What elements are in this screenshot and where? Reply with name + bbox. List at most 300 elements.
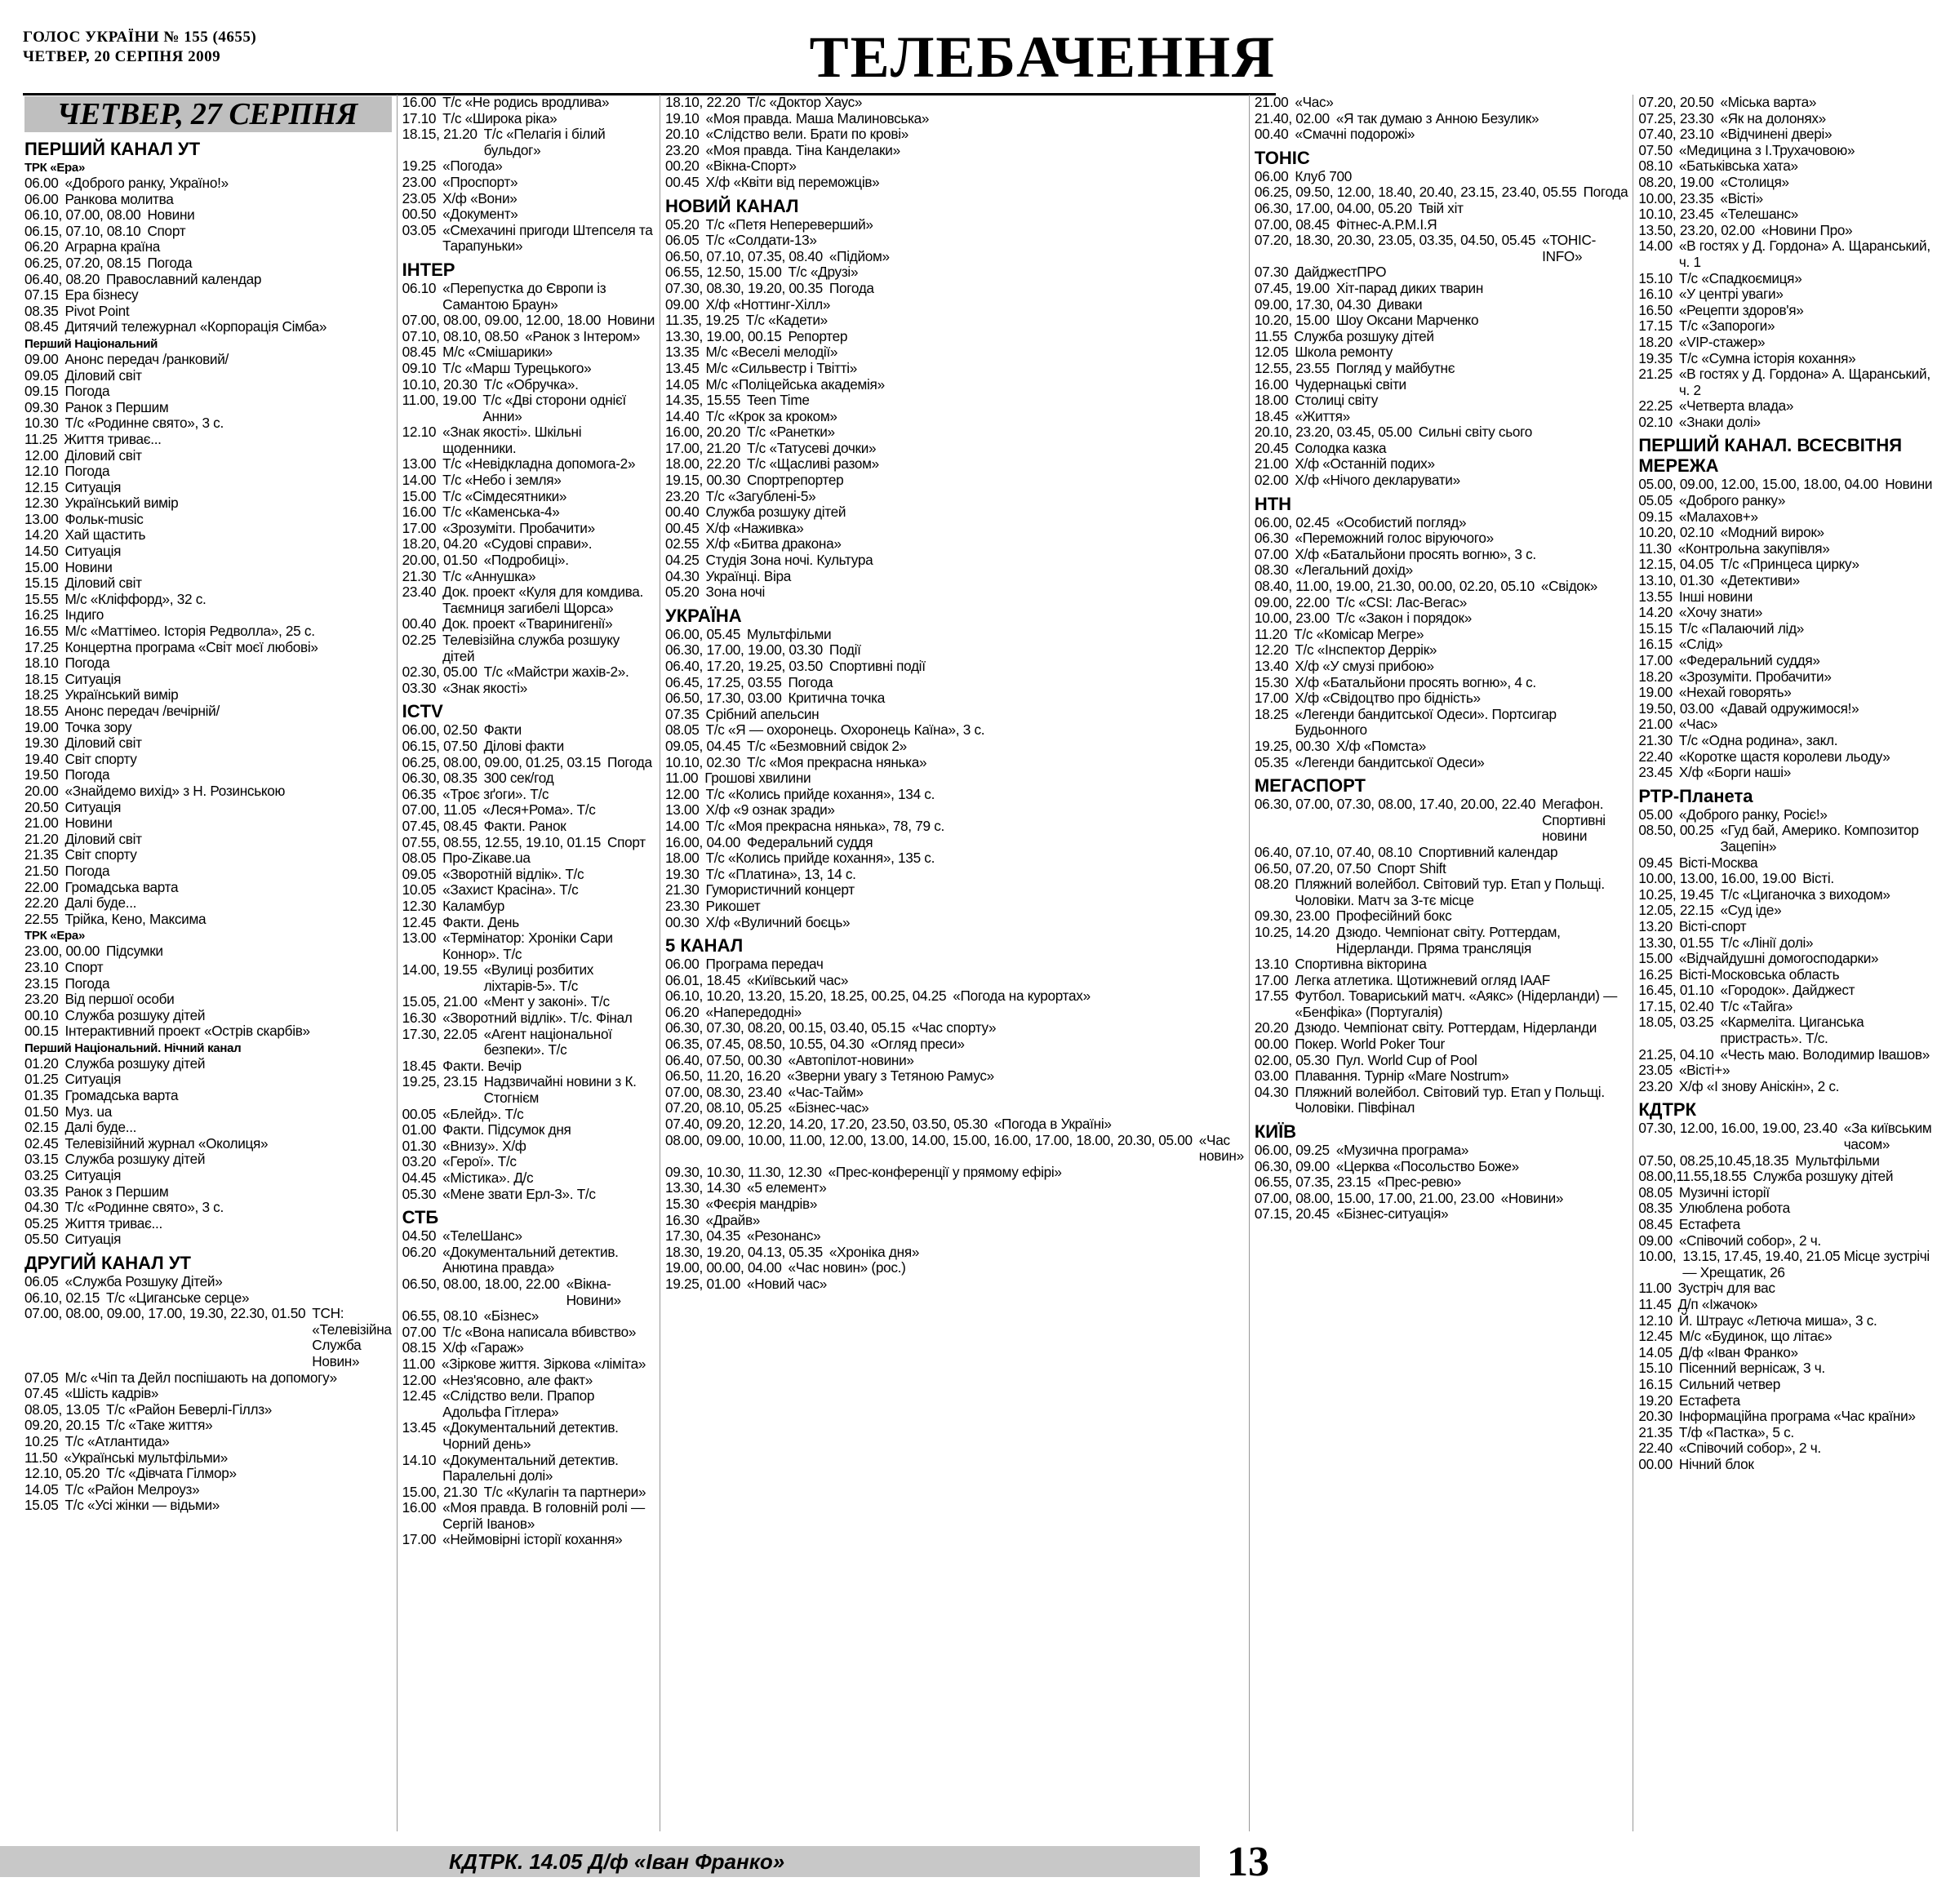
program-entry xyxy=(24,1306,392,1369)
program-entry xyxy=(24,943,392,960)
program-title: «Нез'ясовно, але факт» xyxy=(442,1371,593,1388)
program-entry xyxy=(1638,1047,1932,1063)
program-entry xyxy=(665,264,1244,281)
program-time: 15.00, 21.30 xyxy=(402,1483,478,1500)
program-time: 23.05 xyxy=(1638,1062,1673,1079)
program-entry xyxy=(665,1228,1244,1245)
program-time: 09.45 xyxy=(1638,854,1673,871)
program-entry xyxy=(402,632,655,664)
program-time: 16.15 xyxy=(1638,636,1673,653)
program-entry xyxy=(1638,621,1932,637)
program-entry xyxy=(1638,919,1932,935)
program-title: Т/с «Вона написала вбивство» xyxy=(442,1323,637,1340)
program-title: «Мене звати Ерл-3». Т/с xyxy=(442,1185,596,1202)
schedule-column-1 xyxy=(23,95,397,1831)
program-entry xyxy=(402,191,655,207)
program-time: 07.05 xyxy=(24,1369,59,1386)
program-entry xyxy=(402,1373,655,1389)
program-title: Грошові хвилини xyxy=(704,770,811,787)
program-entry xyxy=(1255,456,1628,473)
program-time: 18.15, 21.20 xyxy=(402,126,478,143)
program-entry xyxy=(1255,579,1628,595)
program-time: 08.50, 00.25 xyxy=(1638,822,1714,839)
program-title: Т/с «Небо і земля» xyxy=(442,472,562,489)
program-time: 16.50 xyxy=(1638,301,1673,318)
program-entry xyxy=(402,584,655,616)
page-footer xyxy=(0,1840,1287,1885)
program-title: «Новини Про» xyxy=(1761,221,1853,238)
program-entry xyxy=(1638,701,1932,717)
program-entry xyxy=(402,344,655,361)
program-title: Спорт xyxy=(64,958,104,975)
program-time: 07.45, 08.45 xyxy=(402,817,478,834)
program-title: Т/с «Щасливі разом» xyxy=(747,455,879,473)
program-title: М/с «Будинок, що літає» xyxy=(1678,1328,1833,1345)
program-entry xyxy=(665,1020,1244,1036)
program-time: 09.30, 10.30, 11.30, 12.30 xyxy=(665,1163,822,1180)
program-time: 06.50, 07.20, 07.50 xyxy=(1254,859,1371,877)
program-title: Погода xyxy=(147,254,193,271)
program-entry xyxy=(1255,313,1628,329)
program-time: 00.50 xyxy=(402,206,437,223)
program-title: «Моя правда. Маша Малиновська» xyxy=(705,109,930,126)
program-title: «Ранок з Інтером» xyxy=(525,327,641,344)
program-time: 12.05, 22.15 xyxy=(1638,902,1714,919)
program-title: Х/ф «Нічого декларувати» xyxy=(1295,472,1460,489)
program-time: 23.00 xyxy=(402,173,437,190)
program-time: 10.25, 14.20 xyxy=(1254,923,1330,940)
program-entry xyxy=(402,536,655,553)
page-number: 13 xyxy=(1227,1839,1269,1885)
program-entry xyxy=(24,800,392,816)
program-time: 15.15 xyxy=(1638,619,1673,637)
program-time: 15.05, 21.00 xyxy=(402,993,478,1010)
program-entry xyxy=(665,175,1244,191)
program-time: 19.50 xyxy=(24,766,59,783)
program-time: 04.30 xyxy=(665,567,700,584)
program-entry xyxy=(1255,473,1628,489)
program-entry xyxy=(1638,823,1932,854)
program-title: «Перепустка до Європи із Самантою Браун» xyxy=(442,279,606,313)
program-title: «Блейд». Т/с xyxy=(442,1105,524,1122)
program-time: 07.50 xyxy=(1638,141,1673,158)
program-entry xyxy=(402,1356,655,1373)
program-entry xyxy=(1638,303,1932,319)
program-title: Т/с «Запороги» xyxy=(1678,317,1775,335)
program-title: Погода xyxy=(829,279,874,296)
program-entry xyxy=(1255,1036,1628,1053)
program-title: Т/с «Лінії долі» xyxy=(1720,934,1814,951)
program-entry xyxy=(402,473,655,489)
program-entry xyxy=(665,675,1244,691)
program-time: 11.50 xyxy=(24,1449,58,1466)
program-entry xyxy=(665,973,1244,989)
program-entry xyxy=(1638,541,1932,557)
program-entry xyxy=(402,1453,655,1485)
schedule-column-4 xyxy=(1249,95,1633,1831)
program-time: 09.00 xyxy=(1638,1232,1673,1249)
program-title: Далі буде... xyxy=(64,1119,137,1136)
program-title: Улюблена робота xyxy=(1678,1200,1790,1217)
program-time: 07.40, 23.10 xyxy=(1638,126,1714,143)
program-entry xyxy=(1255,562,1628,579)
program-time: 14.05 xyxy=(665,375,700,393)
channel-heading: УКРАЇНА xyxy=(665,605,742,626)
program-title: Т/с «Родинне свято», 3 с. xyxy=(64,1199,224,1216)
program-title: «В гостях у Д. Гордона» А. Щаранський, ч. 1 xyxy=(1678,237,1930,270)
program-title: Т/с «Сумна історія кохання» xyxy=(1678,349,1856,366)
program-title: Факти xyxy=(483,721,522,739)
program-time: 21.30 xyxy=(1638,731,1673,748)
program-title: Т/с «Пелагія і білий бульдог» xyxy=(483,126,606,158)
program-entry xyxy=(1255,845,1628,861)
program-time: 05.25 xyxy=(24,1214,59,1232)
program-time: 10.00, 23.00 xyxy=(1254,610,1330,627)
program-entry xyxy=(402,1485,655,1501)
program-title: Т/с «Колись прийде кохання», 134 с. xyxy=(705,785,935,802)
program-time: 06.00 xyxy=(24,190,59,207)
program-entry xyxy=(24,960,392,976)
program-entry xyxy=(1255,515,1628,531)
program-title: Teen Time xyxy=(747,392,810,409)
program-time: 21.00 xyxy=(1254,94,1289,110)
program-title: Х/ф «Вуличний боєць» xyxy=(705,913,851,930)
program-entry xyxy=(24,767,392,783)
program-title: Т/с «CSI: Лас-Вегас» xyxy=(1335,593,1467,610)
program-entry xyxy=(1638,191,1932,207)
program-title: Рикошет xyxy=(705,897,761,914)
program-entry xyxy=(1255,610,1628,627)
program-title: Студія Зона ночі. Культура xyxy=(705,552,873,569)
program-title: Факти. Вечір xyxy=(442,1057,522,1074)
program-entry xyxy=(1638,158,1932,175)
program-entry xyxy=(24,384,392,400)
program-time: 14.20 xyxy=(1638,604,1673,621)
program-time: 19.50, 03.00 xyxy=(1638,699,1714,717)
program-entry xyxy=(665,787,1244,803)
program-time: 13.00 xyxy=(24,510,59,527)
program-title: «Легенди бандитської Одеси» xyxy=(1295,753,1485,770)
program-title: Т/с «Тайга» xyxy=(1720,997,1793,1014)
program-entry xyxy=(24,1434,392,1450)
program-time: 07.35 xyxy=(665,705,700,722)
program-entry xyxy=(665,95,1244,111)
program-entry xyxy=(24,1290,392,1307)
program-title: «Нехай говорять» xyxy=(1678,684,1792,701)
program-time: 09.00 xyxy=(665,295,700,313)
program-entry xyxy=(402,95,655,111)
program-title: Діловий світ xyxy=(64,735,142,752)
program-title: Федеральний суддя xyxy=(747,833,873,850)
program-entry xyxy=(665,217,1244,233)
program-time: 23.30 xyxy=(665,897,700,914)
program-title: «Бізнес-ситуація» xyxy=(1335,1205,1449,1223)
program-title: «В гостях у Д. Гордона» А. Щаранський, ч. 2 xyxy=(1678,366,1930,398)
program-entry xyxy=(1255,530,1628,547)
program-entry xyxy=(665,690,1244,707)
program-time: 04.45 xyxy=(402,1169,437,1186)
channel-subheading: Перший Національний. Нічний канал xyxy=(24,1041,242,1055)
program-entry xyxy=(665,504,1244,521)
program-title: «Малахов+» xyxy=(1678,508,1758,525)
program-time: 07.10, 08.10, 08.50 xyxy=(402,327,519,344)
program-time: 23.20 xyxy=(665,141,700,158)
program-entry xyxy=(402,1187,655,1203)
program-title: Новини xyxy=(64,814,113,832)
program-time: 12.10, 05.20 xyxy=(24,1465,100,1482)
program-entry xyxy=(665,867,1244,883)
program-entry xyxy=(1255,547,1628,563)
channel-heading: РТР-Планета xyxy=(1638,785,1753,806)
program-entry xyxy=(665,489,1244,505)
program-time: 09.30, 23.00 xyxy=(1254,908,1330,925)
program-title: «Шість кадрів» xyxy=(64,1385,159,1402)
program-entry xyxy=(402,1340,655,1356)
program-time: 12.15, 04.05 xyxy=(1638,556,1714,573)
program-time: 10.10, 23.45 xyxy=(1638,206,1714,223)
program-time: 13.35 xyxy=(665,344,700,361)
program-entry xyxy=(1255,973,1628,989)
program-entry xyxy=(402,867,655,883)
channel-subheading: ТРК «Ера» xyxy=(24,929,85,943)
program-time: 08.30 xyxy=(1254,561,1289,579)
program-title: Док. проект «Тваринигенії» xyxy=(442,615,613,632)
program-time: 13.00 xyxy=(402,455,437,473)
program-title: Служба розшуку дітей xyxy=(64,1054,206,1072)
program-title: Х/ф «Останній подих» xyxy=(1295,455,1435,473)
program-time: 06.40, 07.50, 00.30 xyxy=(665,1051,782,1068)
program-title: Ділові факти xyxy=(483,737,564,754)
program-entry xyxy=(1255,393,1628,409)
program-title: «Автопілот-новини» xyxy=(788,1051,914,1068)
program-title: «Агент національної безпеки». Т/с xyxy=(483,1025,612,1059)
program-time: 16.00 xyxy=(402,1499,437,1516)
program-title: «Смехачині пригоди Штепселя та Тарапуньки» xyxy=(442,221,653,255)
program-title: Естафета xyxy=(1678,1391,1740,1409)
program-title: Спортрепортер xyxy=(747,472,844,489)
program-time: 00.40 xyxy=(665,504,700,521)
program-entry xyxy=(1638,1201,1932,1217)
program-time: 06.50, 11.20, 16.20 xyxy=(665,1067,781,1085)
channel-heading: ТОНІС xyxy=(1254,147,1310,168)
program-title: «Термінатор: Хроніки Сари Коннор». Т/с xyxy=(442,930,613,962)
program-time: 01.00 xyxy=(402,1121,437,1138)
program-title: «Четверта влада» xyxy=(1678,397,1794,415)
program-entry xyxy=(665,1100,1244,1116)
program-title: «Легальний дохід» xyxy=(1295,561,1413,579)
program-title: Погода xyxy=(64,862,110,879)
program-title: Життя триває... xyxy=(64,1214,162,1232)
program-title: Сильні світу сього xyxy=(1418,424,1532,441)
program-title: Діловий світ xyxy=(64,366,142,384)
program-entry xyxy=(24,1232,392,1248)
program-time: 02.25 xyxy=(402,632,437,648)
program-title: Т/с «Платина», 13, 14 с. xyxy=(705,865,856,882)
channel-heading: МЕГАСПОРТ xyxy=(1254,775,1366,797)
program-title: Погода xyxy=(64,383,110,400)
program-time: 17.00 xyxy=(402,1531,437,1548)
program-entry xyxy=(24,1200,392,1216)
program-title: «Зрозуміти. Пробачити» xyxy=(442,519,595,536)
program-entry xyxy=(402,915,655,931)
program-title: ТСН: «Телевізійна Служба Новин» xyxy=(312,1305,392,1369)
program-time: 18.05, 03.25 xyxy=(1638,1014,1714,1031)
program-time: 10.05 xyxy=(402,881,437,899)
program-title: «Неймовірні історії кохання» xyxy=(442,1531,623,1548)
program-entry xyxy=(1255,1174,1628,1191)
program-entry xyxy=(1638,95,1932,111)
program-time: 13.00 xyxy=(402,930,437,947)
program-entry xyxy=(1638,1169,1932,1185)
program-time: 06.30, 07.30, 08.20, 00.15, 03.40, 05.15 xyxy=(665,1019,905,1036)
program-entry xyxy=(1638,653,1932,669)
program-entry xyxy=(402,739,655,755)
program-entry xyxy=(665,1053,1244,1069)
channel-heading: ICTV xyxy=(402,701,443,722)
program-title: «Мент у законі». Т/с xyxy=(483,993,610,1010)
program-title: «Столиця» xyxy=(1720,173,1789,190)
program-entry xyxy=(1638,415,1932,431)
program-entry xyxy=(24,415,392,432)
program-time: 06.00, 02.45 xyxy=(1254,513,1330,530)
program-entry xyxy=(665,1180,1244,1196)
program-time: 10.10, 20.30 xyxy=(402,375,478,393)
program-entry xyxy=(1255,201,1628,217)
program-entry xyxy=(1638,855,1932,872)
program-time: 18.20 xyxy=(1638,333,1673,350)
program-time: 12.45 xyxy=(402,913,437,930)
program-title: Естафета xyxy=(1678,1216,1740,1232)
program-title: Пляжний волейбол. Світовий тур. Етап у Польщі. Чоловіки. Півфінал xyxy=(1295,1083,1605,1116)
program-time: 06.30 xyxy=(1254,530,1289,547)
program-title: Т/с «Невідкладна допомога-2» xyxy=(442,455,636,473)
program-entry xyxy=(24,400,392,416)
program-title: «Доброго ранку, Україно!» xyxy=(64,175,229,191)
program-time: 15.10 xyxy=(1638,269,1673,286)
program-time: 20.20 xyxy=(1254,1019,1289,1036)
program-title: Т/с «Колись прийде кохання», 135 с. xyxy=(705,850,935,867)
program-title: Діловий світ xyxy=(64,446,142,464)
program-entry xyxy=(402,755,655,771)
program-entry xyxy=(1255,441,1628,457)
program-entry xyxy=(1255,642,1628,659)
program-title: Професійний бокс xyxy=(1335,908,1452,925)
program-entry xyxy=(665,642,1244,659)
channel-subheading: Перший Національний xyxy=(24,336,158,351)
program-time: 06.40, 17.20, 19.25, 03.50 xyxy=(665,658,823,674)
program-title: Футбол. Товариський матч. «Аякс» (Нідерланди) — «Бенфіка» (Португалія) xyxy=(1295,988,1618,1020)
program-title: Столиці світу xyxy=(1295,392,1378,409)
program-time: 23.00, 00.00 xyxy=(24,943,100,960)
program-time: 00.40 xyxy=(1254,126,1289,143)
program-time: 21.25 xyxy=(1638,366,1673,383)
program-title: «Смачні подорожі» xyxy=(1295,126,1415,143)
program-title: Ситуація xyxy=(64,478,122,495)
program-time: 12.00 xyxy=(402,1371,437,1388)
program-time: 09.00 xyxy=(24,350,59,367)
program-time: 06.30, 17.00, 04.00, 05.20 xyxy=(1254,199,1412,216)
program-entry xyxy=(665,143,1244,159)
program-time: 12.30 xyxy=(402,897,437,914)
program-title: «Зіркове життя. Зіркова «лімітa» xyxy=(441,1355,646,1372)
program-title: Життя триває... xyxy=(64,430,162,447)
program-time: 08.35 xyxy=(1638,1200,1673,1217)
program-title: Зона ночі xyxy=(705,584,766,601)
program-time: 18.10 xyxy=(24,655,59,672)
program-time: 06.10 xyxy=(402,279,437,296)
program-title: Т/с «Широка ріка» xyxy=(442,109,558,126)
program-title: «Час спорту» xyxy=(911,1019,997,1036)
program-entry xyxy=(1255,739,1628,755)
program-entry xyxy=(402,206,655,223)
program-time: 06.35, 07.45, 08.50, 10.55, 04.30 xyxy=(665,1036,864,1053)
program-entry xyxy=(1638,669,1932,686)
program-time: 01.25 xyxy=(24,1071,59,1088)
program-title: Т/с «Родинне свято», 3 с. xyxy=(64,415,224,432)
program-title: Ситуація xyxy=(64,798,122,815)
program-entry xyxy=(24,1120,392,1136)
program-entry xyxy=(1638,1153,1932,1169)
program-title: «Церква «Посольство Боже» xyxy=(1335,1157,1519,1174)
program-time: 08.00,11.55,18.55 xyxy=(1638,1168,1747,1185)
program-entry xyxy=(1255,988,1628,1020)
issue-date: ЧЕТВЕР, 20 СЕРПНЯ 2009 xyxy=(23,48,221,65)
program-time: 18.45 xyxy=(402,1057,437,1074)
program-entry xyxy=(24,863,392,880)
program-title: «Захист Красіна». Т/с xyxy=(442,881,579,899)
program-time: 08.45 xyxy=(402,344,437,361)
program-time: 07.20, 08.10, 05.25 xyxy=(665,1099,782,1116)
program-entry xyxy=(1638,637,1932,653)
program-time: 07.00, 08.00, 09.00, 17.00, 19.30, 22.30, 01.50 xyxy=(24,1305,306,1322)
program-time: 14.20 xyxy=(24,526,59,544)
program-time: 22.40 xyxy=(1638,748,1673,765)
program-entry xyxy=(24,1056,392,1072)
program-time: 19.15, 00.30 xyxy=(665,472,740,489)
program-entry xyxy=(24,319,392,335)
program-time: 06.40, 07.10, 07.40, 08.10 xyxy=(1254,843,1412,860)
program-time: 05.00, 09.00, 12.00, 15.00, 18.00, 04.00 xyxy=(1638,476,1879,493)
program-time: 19.20 xyxy=(1638,1391,1673,1409)
program-entry xyxy=(24,703,392,720)
program-title: Дзюдо. Чемпіонат світу. Роттердам, Нідерланди. Пряма трансляція xyxy=(1335,923,1561,956)
program-title: Т/ф «Пастка», 5 с. xyxy=(1678,1423,1794,1440)
program-entry xyxy=(665,584,1244,601)
program-title: Й. Штраус «Летюча миша», 3 с. xyxy=(1678,1311,1877,1329)
program-entry xyxy=(1638,1393,1932,1409)
program-entry xyxy=(665,755,1244,771)
program-title: Світ спорту xyxy=(64,750,137,767)
program-time: 20.45 xyxy=(1254,439,1289,456)
channel-subheading: ТРК «Ера» xyxy=(24,161,85,175)
program-title: «Рецепти здоров'я» xyxy=(1678,301,1804,318)
program-entry xyxy=(1638,557,1932,573)
program-time: 05.00 xyxy=(1638,806,1673,823)
program-entry xyxy=(24,1072,392,1088)
program-entry xyxy=(665,281,1244,297)
program-title: Каламбур xyxy=(442,897,504,914)
program-title: Т/с «Обручка». xyxy=(483,375,579,393)
program-entry xyxy=(665,1165,1244,1181)
program-title: «Час новин» (рос.) xyxy=(788,1259,906,1276)
program-time: 11.45 xyxy=(1638,1295,1672,1312)
program-title: «Внизу». Х/ф xyxy=(442,1137,526,1154)
program-title: Факти. Підсумок дня xyxy=(442,1121,571,1138)
program-time: 20.00, 01.50 xyxy=(402,552,478,569)
channel-heading: ПЕРШИЙ КАНАЛ. ВСЕСВІТНЯ МЕРЕЖА xyxy=(1638,435,1903,477)
program-time: 08.10 xyxy=(1638,158,1673,175)
program-time: 17.00 xyxy=(1254,971,1289,988)
